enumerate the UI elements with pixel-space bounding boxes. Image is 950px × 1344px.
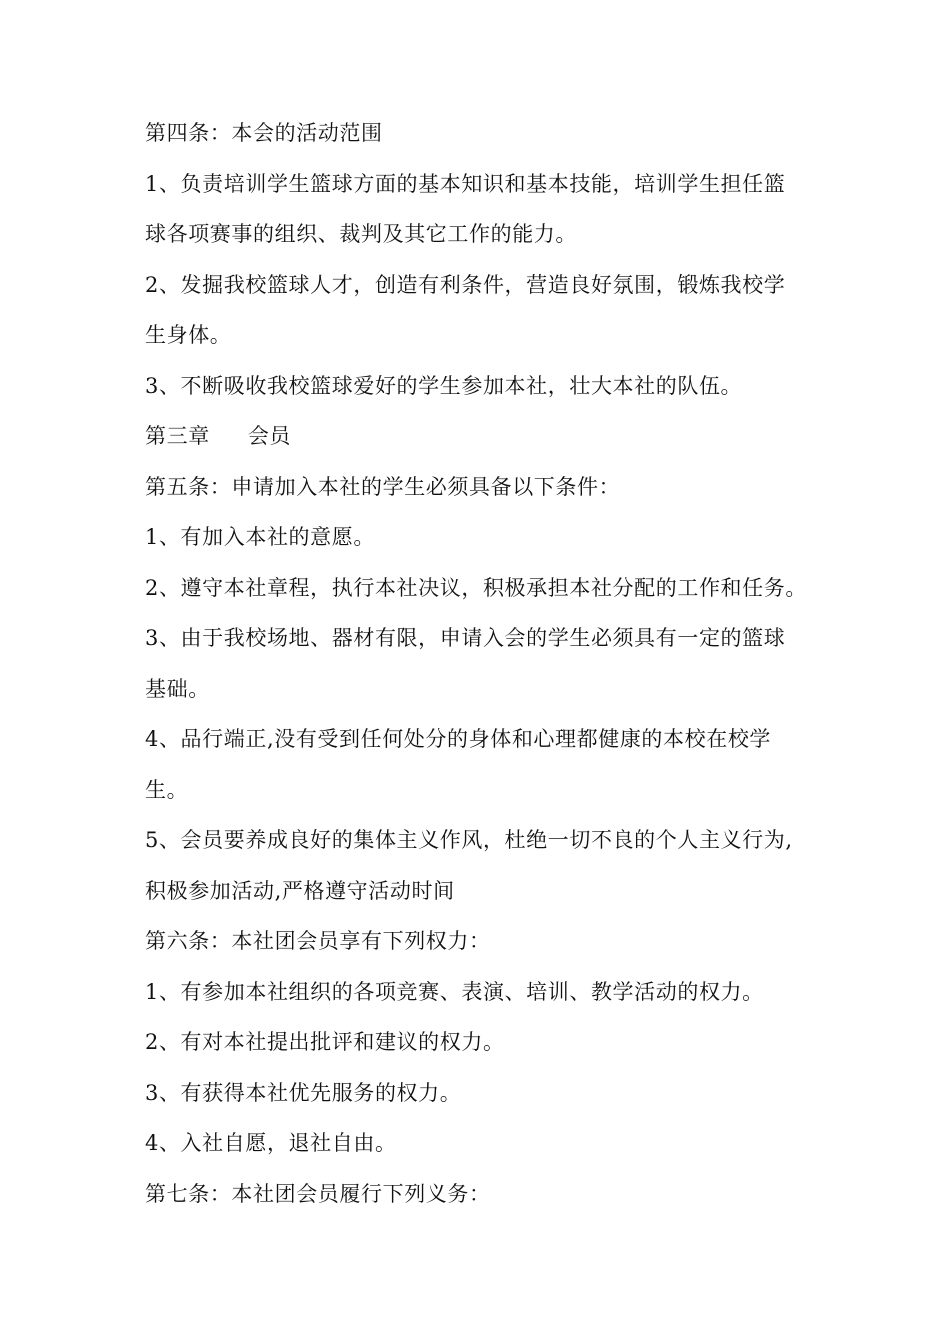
paragraph-line: 3、由于我校场地、器材有限，申请入会的学生必须具有一定的篮球 (145, 626, 786, 650)
paragraph-line: 3、有获得本社优先服务的权力。 (145, 1080, 462, 1105)
article-6-heading: 第六条：本社团会员享有下列权力： (145, 929, 491, 953)
chapter-title: 会员 (247, 424, 292, 448)
chapter-heading (145, 419, 825, 470)
paragraph-line: 1、有加入本社的意愿。 (145, 525, 375, 549)
paragraph-line: 1、负责培训学生篮球方面的基本知识和基本技能，培训学生担任篮 (145, 171, 786, 196)
paragraph-line: 球各项赛事的组织、裁判及其它工作的能力。 (145, 222, 577, 246)
chapter-number: 第三章 (145, 424, 210, 448)
paragraph-line: 4、入社自愿，退社自由。 (145, 1131, 397, 1155)
article-4-heading: 第四条：本会的活动范围 (145, 121, 383, 145)
document-body (145, 116, 825, 1227)
paragraph-line: 生身体。 (145, 323, 232, 347)
paragraph-line: 积极参加活动,严格遵守活动时间 (145, 878, 455, 903)
paragraph-line: 基础。 (145, 676, 210, 701)
article-5-heading: 第五条：申请加入本社的学生必须具备以下条件： (145, 474, 621, 499)
paragraph-line: 2、遵守本社章程，执行本社决议，积极承担本社分配的工作和任务。 (145, 575, 807, 600)
paragraph-line: 1、有参加本社组织的各项竞赛、表演、培训、教学活动的权力。 (145, 979, 764, 1004)
paragraph-line: 2、发掘我校篮球人才，创造有利条件，营造良好氛围，锻炼我校学 (145, 272, 786, 297)
paragraph-line: 4、品行端正,没有受到任何处分的身体和心理都健康的本校在校学 (145, 727, 772, 751)
paragraph-line: 2、有对本社提出批评和建议的权力。 (145, 1030, 505, 1054)
article-7-heading: 第七条：本社团会员履行下列义务： (145, 1181, 491, 1206)
paragraph-line: 3、不断吸收我校篮球爱好的学生参加本社，壮大本社的队伍。 (145, 373, 743, 398)
paragraph-line: 5、会员要养成良好的集体主义作风，杜绝一切不良的个人主义行为, (145, 828, 793, 852)
paragraph-line: 生。 (145, 777, 189, 802)
